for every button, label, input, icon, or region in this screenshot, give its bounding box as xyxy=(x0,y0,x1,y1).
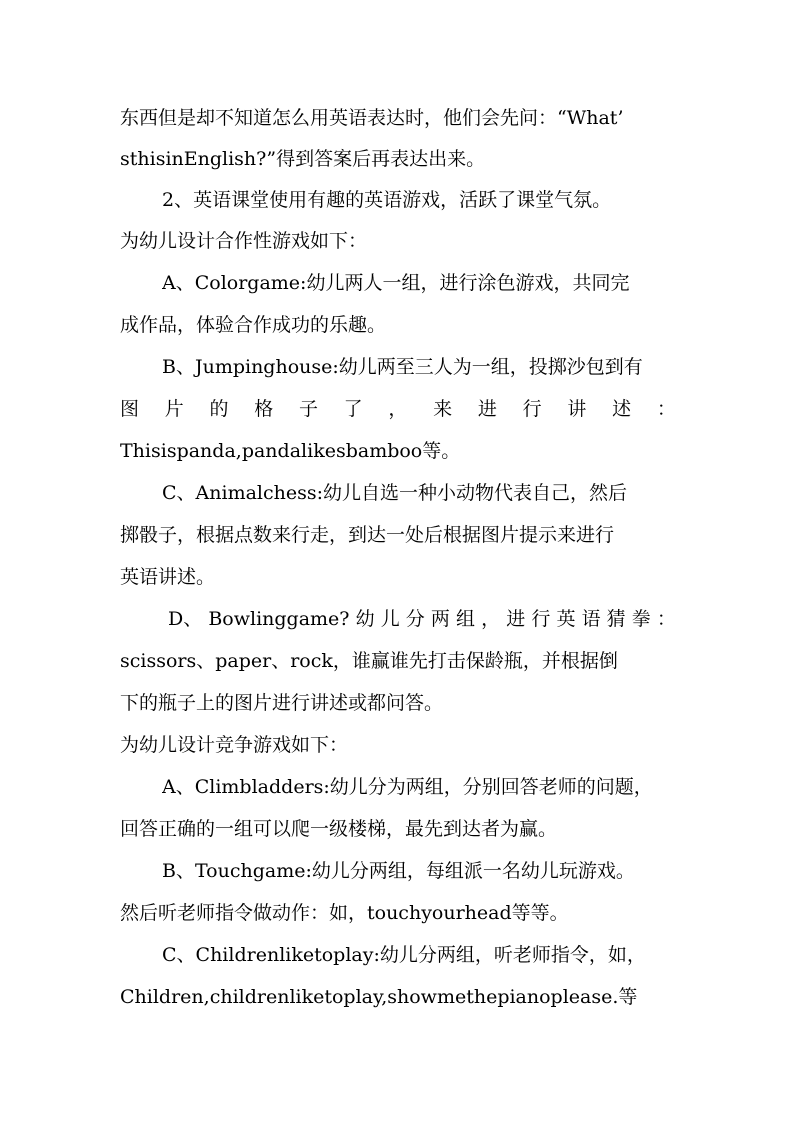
paragraph-line: B、Jumpinghouse:幼儿两至三人为一组，投掷沙包到有 xyxy=(162,356,643,378)
spread-char: 猜 xyxy=(606,608,626,630)
spread-char: 进 xyxy=(506,608,526,630)
spread-char: 语 xyxy=(581,608,601,630)
paragraph-line: 成作品，体验合作成功的乐趣。 xyxy=(120,314,387,336)
paragraph-line: C、Childrenliketoplay:幼儿分两组，听老师指令，如， xyxy=(162,944,646,966)
spread-char: 组 xyxy=(456,608,476,630)
paragraph-line: A、Climbladders:幼儿分为两组，分别回答老师的问题， xyxy=(162,776,653,798)
spread-char: Bowlinggame? xyxy=(208,608,350,630)
spread-char: 幼 xyxy=(355,608,375,630)
spread-line xyxy=(168,605,676,633)
spread-line xyxy=(120,395,676,423)
paragraph-line: 为幼儿设计竞争游戏如下： xyxy=(120,734,349,756)
paragraph-line: 掷骰子，根据点数来行走，到达一处后根据图片提示来进行 xyxy=(120,524,615,546)
spread-char: 英 xyxy=(556,608,576,630)
spread-char: 分 xyxy=(405,608,425,630)
paragraph-line: 回答正确的一组可以爬一级楼梯，最先到达者为赢。 xyxy=(120,818,558,840)
spread-char: 图 xyxy=(120,398,140,420)
paragraph-line: B、Touchgame:幼儿分两组，每组派一名幼儿玩游戏。 xyxy=(162,860,635,882)
paragraph-line: scissors、paper、rock，谁赢谁先打击保龄瓶，并根据倒 xyxy=(120,650,618,672)
spread-char: 行 xyxy=(522,398,542,420)
spread-char: 行 xyxy=(531,608,551,630)
spread-char: 子 xyxy=(298,398,318,420)
spread-char: 进 xyxy=(477,398,497,420)
spread-char: 来 xyxy=(433,398,453,420)
spread-char: 两 xyxy=(430,608,450,630)
spread-char: 讲 xyxy=(567,398,587,420)
spread-char: ： xyxy=(656,398,676,420)
spread-char: ， xyxy=(481,608,501,630)
spread-char: 拳 xyxy=(631,608,651,630)
spread-char: 格 xyxy=(254,398,274,420)
spread-char: 儿 xyxy=(380,608,400,630)
paragraph-line: 为幼儿设计合作性游戏如下： xyxy=(120,230,368,252)
spread-char: 了 xyxy=(343,398,363,420)
spread-char: D、 xyxy=(168,608,203,630)
paragraph-line: 英语讲述。 xyxy=(120,566,216,588)
spread-char: 述 xyxy=(612,398,632,420)
paragraph-line: 下的瓶子上的图片进行讲述或都问答。 xyxy=(120,692,444,714)
paragraph-line: Children,childrenliketoplay,showmethepianoplease.等 xyxy=(120,986,638,1008)
spread-char: ， xyxy=(388,398,408,420)
paragraph-line: Thisispanda,pandalikesbamboo等。 xyxy=(120,440,461,462)
spread-char: ： xyxy=(656,608,676,630)
spread-char: 片 xyxy=(164,398,184,420)
paragraph-line: A、Colorgame:幼儿两人一组，进行涂色游戏，共同完 xyxy=(162,272,630,294)
paragraph-line: C、Animalchess:幼儿自选一种小动物代表自己，然后 xyxy=(162,482,628,504)
spread-char: 的 xyxy=(209,398,229,420)
paragraph-line: 然后听老师指令做动作：如，touchyourhead等等。 xyxy=(120,902,569,924)
paragraph-line: 东西但是却不知道怎么用英语表达时，他们会先问：“What’ xyxy=(120,107,624,129)
paragraph-line: sthisinEnglish?”得到答案后再表达出来。 xyxy=(120,148,486,170)
paragraph-line: 2、英语课堂使用有趣的英语游戏，活跃了课堂气氛。 xyxy=(162,189,612,211)
